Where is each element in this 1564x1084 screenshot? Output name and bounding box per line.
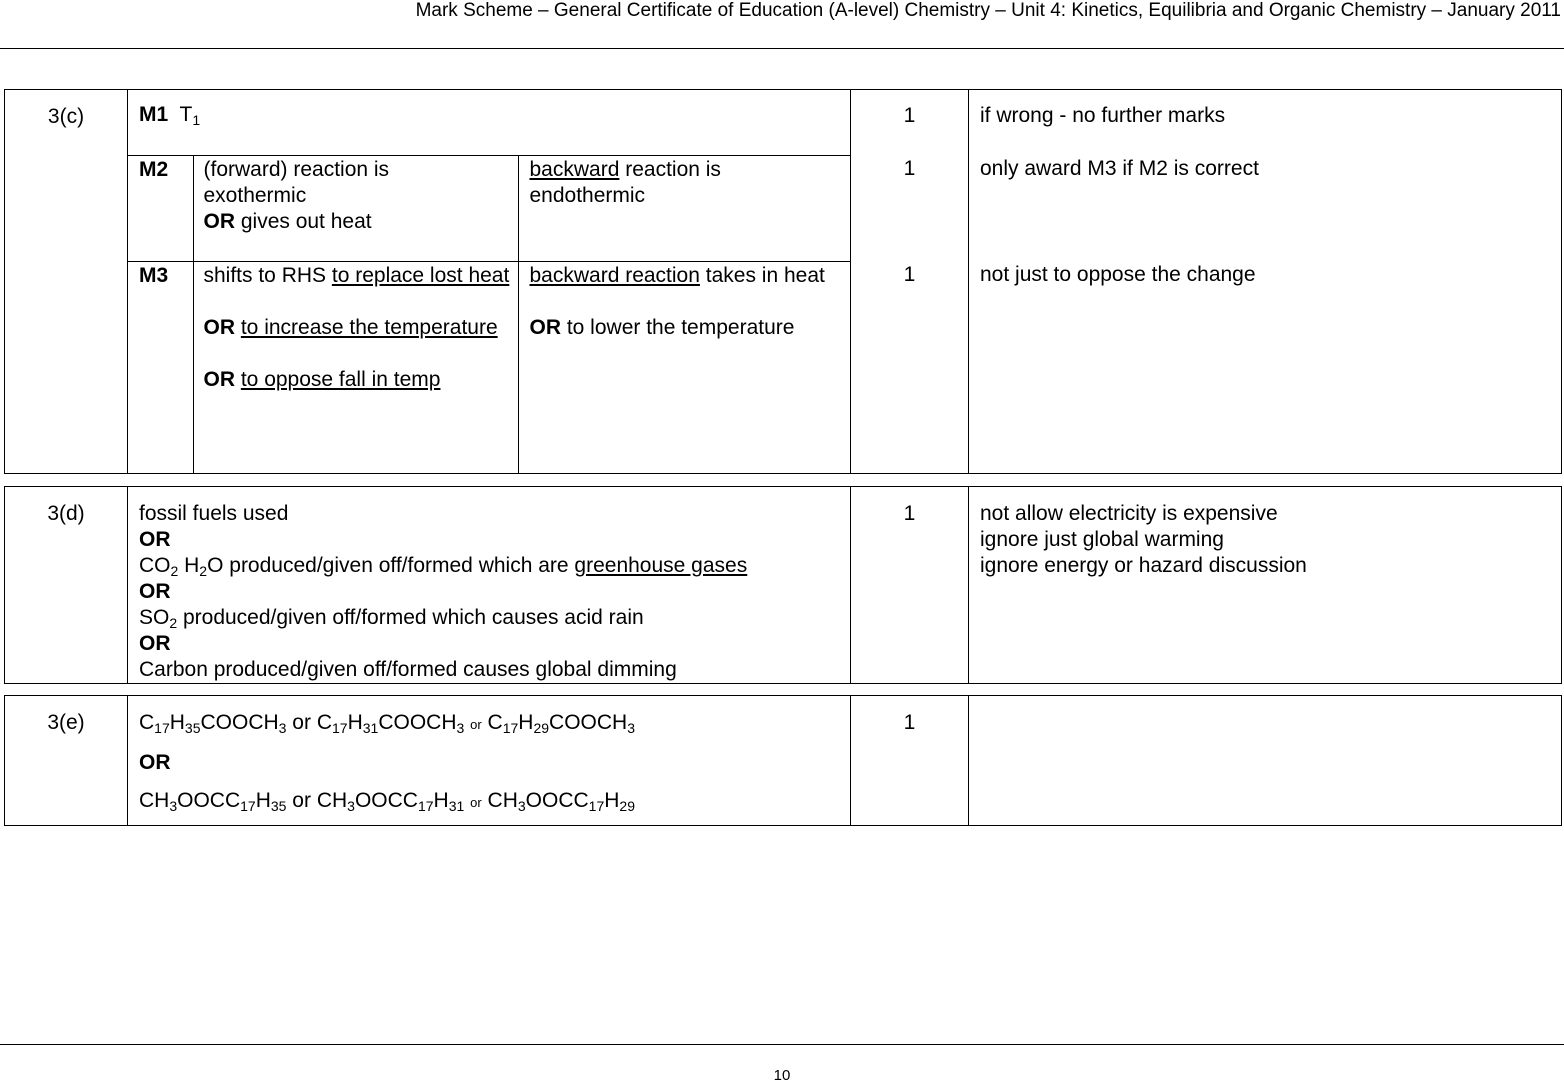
subscript: 17 xyxy=(240,798,256,814)
or-1: OR xyxy=(139,528,171,551)
comment-empty xyxy=(969,696,1562,826)
formula-part: OOCC xyxy=(177,789,241,812)
subscript: 3 xyxy=(627,720,635,736)
subscript: 3 xyxy=(456,720,465,736)
comment-energy-hazard: ignore energy or hazard discussion xyxy=(980,554,1307,577)
question-number: 3(c) xyxy=(5,90,128,474)
formula-part: OOCC xyxy=(525,789,589,812)
m2-label: M2 xyxy=(139,157,169,181)
formula-part: CH xyxy=(316,789,348,812)
m3-lower-temp: to lower the temperature xyxy=(561,315,795,339)
m3-oppose-fall: to oppose fall in temp xyxy=(240,367,441,391)
mark: 1 xyxy=(851,696,969,826)
or-small: or xyxy=(470,795,482,810)
or-2: OR xyxy=(139,580,171,603)
m2-comment: only award M3 if M2 is correct xyxy=(980,157,1259,180)
m2-or: OR xyxy=(203,209,235,233)
formula-part: OOCC xyxy=(354,789,418,812)
m1-subscript: 1 xyxy=(192,112,201,128)
subscript: 3 xyxy=(517,798,526,814)
formula-part: H xyxy=(255,789,271,812)
m1-comment: if wrong - no further marks xyxy=(980,104,1226,127)
or-bold: OR xyxy=(139,751,171,774)
m2-exothermic-text: exothermic xyxy=(203,183,307,207)
comment-global-warming: ignore just global warming xyxy=(980,528,1224,551)
m1-label: M1 xyxy=(139,103,169,126)
or-3: OR xyxy=(139,632,171,655)
m3-or-2: OR xyxy=(203,367,235,391)
mark: 1 xyxy=(851,487,969,684)
subscript: 35 xyxy=(184,720,201,736)
m2-mark: 1 xyxy=(903,157,916,180)
subscript: 3 xyxy=(347,798,355,814)
greenhouse-gases-underlined: greenhouse gases xyxy=(574,554,748,577)
header-rule xyxy=(0,48,1564,49)
formula-part: H xyxy=(169,711,185,734)
greenhouse-text: O produced/given off/formed which are xyxy=(207,554,575,577)
m2-backward-underlined: backward xyxy=(529,157,620,181)
question-3e-table xyxy=(4,695,1562,826)
subscript: 17 xyxy=(588,798,605,814)
formula-part: C xyxy=(316,711,332,734)
formula-part: H xyxy=(604,789,620,812)
formula-part: H xyxy=(518,711,534,734)
or-small: or xyxy=(470,717,482,732)
or-word: or xyxy=(286,789,317,812)
fossil-fuels-text: fossil fuels used xyxy=(139,502,289,525)
subscript: 29 xyxy=(619,798,635,814)
m2-endothermic-text: endothermic xyxy=(529,183,646,207)
subscript: 31 xyxy=(362,720,379,736)
m3-backward-reaction: backward reaction xyxy=(529,263,700,287)
formula-part: COOCH xyxy=(200,711,279,734)
formula-part: C xyxy=(487,711,503,734)
question-3c-table xyxy=(4,89,1562,474)
subscript: 2 xyxy=(170,563,179,579)
m1-mark: 1 xyxy=(903,104,916,127)
m3-comment: not just to oppose the change xyxy=(980,263,1256,286)
subscript: 3 xyxy=(278,720,287,736)
m2-heat-text: gives out heat xyxy=(240,209,372,233)
ester-formula-line-1 xyxy=(139,704,840,744)
subscript: 17 xyxy=(417,798,434,814)
formula-part: COOCH xyxy=(549,711,628,734)
answer-subtable xyxy=(128,90,850,473)
formula-part: C xyxy=(139,711,155,734)
subscript: 17 xyxy=(502,720,519,736)
m3-mark: 1 xyxy=(903,263,916,286)
m2-backward-text: reaction is xyxy=(619,157,721,181)
subscript: 29 xyxy=(533,720,550,736)
subscript: 31 xyxy=(448,798,465,814)
formula-part: H xyxy=(433,789,449,812)
or-word: or xyxy=(286,711,317,734)
document-header: Mark Scheme – General Certificate of Education (A-level) Chemistry – Unit 4: Kinetics, Equilibria and Organic Chemistry – January 2011 xyxy=(415,0,1561,21)
subscript: 17 xyxy=(331,720,348,736)
global-dimming-text: Carbon produced/given off/formed causes global dimming xyxy=(139,658,677,681)
co2-text: CO xyxy=(139,554,171,577)
ester-formula-line-2 xyxy=(139,782,840,822)
m3-takes-heat: takes in heat xyxy=(699,263,825,287)
m3-or-3: OR xyxy=(529,315,561,339)
acid-rain-text: produced/given off/formed which causes acid rain xyxy=(177,606,644,629)
formula-part: H xyxy=(347,711,363,734)
m2-forward-text: (forward) reaction is xyxy=(203,157,390,181)
h2o-text: H xyxy=(178,554,200,577)
subscript: 3 xyxy=(169,798,178,814)
m1-text: T xyxy=(179,103,193,126)
subscript: 17 xyxy=(154,720,170,736)
formula-part: COOCH xyxy=(378,711,457,734)
subscript: 35 xyxy=(270,798,287,814)
formula-part: CH xyxy=(487,789,518,812)
m3-replace-heat: to replace lost heat xyxy=(331,263,510,287)
formula-part: CH xyxy=(139,789,170,812)
so2-text: SO xyxy=(139,606,170,629)
footer-rule xyxy=(0,1044,1564,1045)
m3-shift-text: shifts to RHS xyxy=(203,263,332,287)
question-number: 3(e) xyxy=(5,696,128,826)
page-number: 10 xyxy=(773,1067,791,1084)
m3-increase-temp: to increase the temperature xyxy=(240,315,498,339)
subscript: 2 xyxy=(199,563,208,579)
question-number: 3(d) xyxy=(5,487,128,684)
m3-label: M3 xyxy=(139,263,169,287)
subscript: 2 xyxy=(169,615,178,631)
m3-or-1: OR xyxy=(203,315,235,339)
comment-electricity: not allow electricity is expensive xyxy=(980,502,1278,525)
question-3d-table xyxy=(4,486,1562,684)
